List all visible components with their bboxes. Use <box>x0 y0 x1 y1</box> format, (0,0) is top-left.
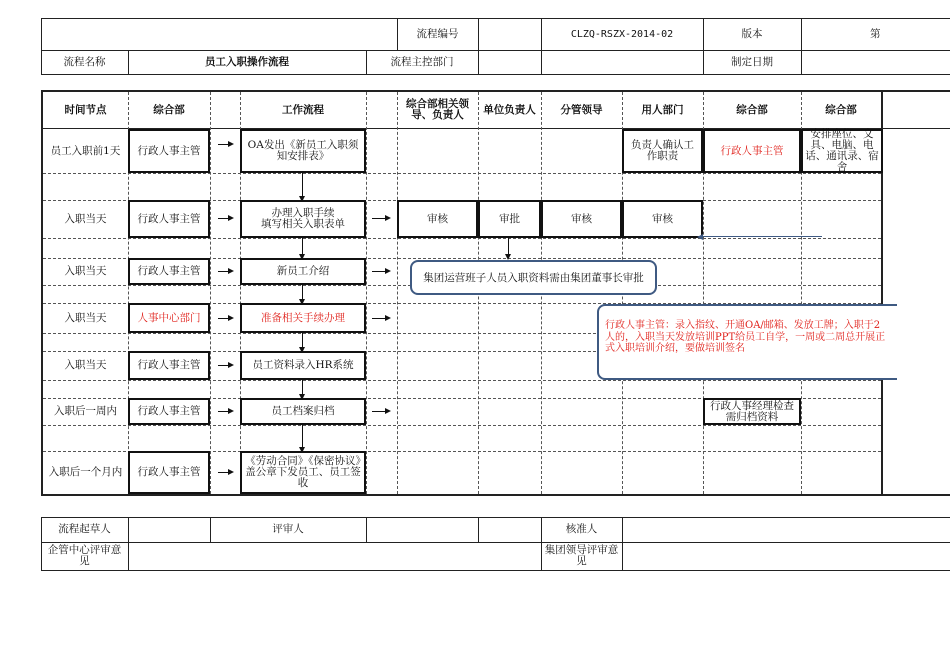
arrow-down <box>302 333 303 351</box>
col-header-time: 时间节点 <box>64 103 107 116</box>
version-label: 版本 <box>741 27 763 40</box>
process-name: 员工入职操作流程 <box>205 55 289 68</box>
row2-flow-box: 办理入职手续 填写相关入职表单 <box>240 200 366 238</box>
date-label: 制定日期 <box>731 55 773 68</box>
row6-zonghe2-box: 行政人事经理检查需归档资料 <box>703 398 801 425</box>
version-value: 第 <box>870 27 881 40</box>
row5-flow-box: 员工资料录入HR系统 <box>240 351 366 380</box>
arrow-down <box>302 285 303 303</box>
arrow-down <box>302 173 303 200</box>
col-header-zonghe-3: 综合部 <box>825 103 857 116</box>
arrow-right <box>218 365 232 366</box>
approver-label: 核准人 <box>565 523 598 535</box>
arrow-down <box>302 380 303 398</box>
row6-time: 入职后一周内 <box>54 405 117 417</box>
arrow-right <box>372 318 389 319</box>
arrow-down <box>508 238 509 258</box>
row4-time: 入职当天 <box>64 311 107 324</box>
arrow-down <box>302 238 303 258</box>
row6-flow-box: 员工档案归档 <box>240 398 366 425</box>
row3-actor-box: 行政人事主管 <box>128 258 210 285</box>
row1-actor-box: 行政人事主管 <box>128 129 210 173</box>
row7-flow-box: 《劳动合同》《保密协议》盖公章下发员工、员工签收 <box>240 451 366 494</box>
row1-zonghe3-box: 安排座位、文具、电脑、电话、通讯录、宿舍 <box>801 129 883 173</box>
row3-flow-box: 新员工介绍 <box>240 258 366 285</box>
row2-charge-box: 审核 <box>541 200 622 238</box>
row4-actor-box: 人事中心部门 <box>128 303 210 333</box>
owner-dept-label: 流程主控部门 <box>390 55 454 68</box>
process-no-label: 流程编号 <box>416 27 459 40</box>
col-header-zonghe-2: 综合部 <box>736 103 768 116</box>
callout-onboarding-tasks-text: 行政人事主管：录入指纹、开通OA/邮箱、发放工牌；入职于2人的，入职当天发放培训PPT给员工自学，一周或二周总开展正式入职培训介绍，要做培训签名 <box>605 320 886 354</box>
row7-time: 入职后一个月内 <box>48 466 123 478</box>
row7-actor-box: 行政人事主管 <box>128 451 210 494</box>
callout-chairman-approval <box>410 260 657 295</box>
group-review-label: 集团领导评审意见 <box>544 544 619 567</box>
arrow-right <box>218 472 232 473</box>
row2-time: 入职当天 <box>64 212 107 225</box>
arrow-right <box>218 411 232 412</box>
arrow-down <box>302 425 303 451</box>
row4-flow-box: 准备相关手续办理 <box>240 303 366 333</box>
col-header-unit-head: 单位负责人 <box>483 103 536 116</box>
callout-chairman-approval-text: 集团运营班子人员入职资料需由集团董事长审批 <box>423 272 644 284</box>
reviewer-label: 评审人 <box>272 523 304 535</box>
col-header-leaders: 综合部相关领导、负责人 <box>406 98 469 121</box>
col-header-flow: 工作流程 <box>282 103 324 116</box>
row1-user-dept-box: 负责人确认工作职责 <box>622 129 703 173</box>
arrow-right <box>372 271 389 272</box>
arrow-right <box>218 144 232 145</box>
row1-zonghe2-box: 行政人事主管 <box>703 129 801 173</box>
arrow-right <box>372 218 389 219</box>
callout-onboarding-tasks <box>597 304 897 380</box>
row1-time: 员工入职前1天 <box>50 144 121 157</box>
return-arrow-line <box>697 234 822 240</box>
row5-time: 入职当天 <box>64 359 107 371</box>
arrow-right <box>218 318 232 319</box>
row6-actor-box: 行政人事主管 <box>128 398 210 425</box>
col-header-user-dept: 用人部门 <box>641 103 684 116</box>
row2-approve-box: 审批 <box>478 200 541 238</box>
drafter-label: 流程起草人 <box>58 523 111 535</box>
row2-review-box: 审核 <box>397 200 478 238</box>
process-no: CLZQ-RSZX-2014-02 <box>570 28 674 40</box>
arrow-right <box>372 411 389 412</box>
row1-flow-box: OA发出《新员工入职须知安排表》 <box>240 129 366 173</box>
row2-actor-box: 行政人事主管 <box>128 200 210 238</box>
arrow-right <box>218 271 232 272</box>
row5-actor-box: 行政人事主管 <box>128 351 210 380</box>
col-header-charge-leader: 分管领导 <box>560 103 603 116</box>
process-name-label: 流程名称 <box>63 55 106 68</box>
row3-time: 入职当天 <box>64 265 107 277</box>
col-header-zonghe: 综合部 <box>153 103 185 116</box>
row2-user-dept-box: 审核 <box>622 200 703 238</box>
center-review-label: 企管中心评审意见 <box>47 544 122 567</box>
arrow-right <box>218 218 232 219</box>
